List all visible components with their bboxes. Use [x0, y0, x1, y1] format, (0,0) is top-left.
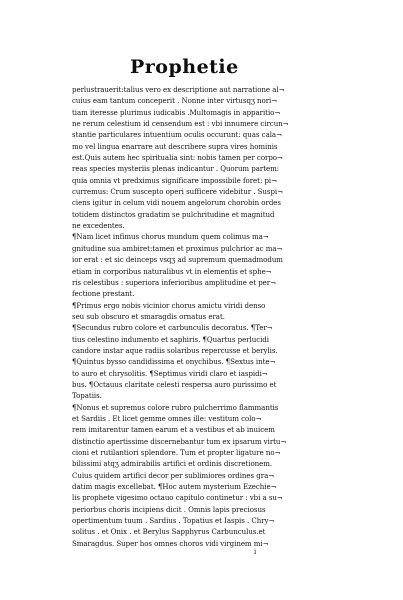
- text-line: et Sardiis . Et licet gemme omnes ille: vestitum colo¬: [72, 413, 262, 423]
- text-line: totidem distinctos gradatim se pulchritudine et magnitud: [72, 209, 275, 219]
- text-line: opertimentum tuum . Sardius . Topatius et Iaspis . Chry¬: [72, 516, 275, 526]
- text-line: seu sub obscuro et smaragdis ornatus erat.: [72, 311, 225, 321]
- text-line: ris celestibus : superiora inferioribus amplitudine et per¬: [72, 277, 276, 287]
- text-line: candore instar aque radiis solaribus repercusse et berylis.: [72, 345, 278, 355]
- signature-mark: i: [254, 548, 257, 556]
- text-line: Smaragdus. Super hos omnes choros vidi virginem mi¬: [72, 538, 269, 548]
- text-line: tius celestino indumento et saphiris. ¶Quartus perlucidi: [72, 334, 269, 344]
- text-line: ciens igitur in celum vidi nouem angelorum chorobin ordes: [72, 198, 281, 208]
- text-line: quia omnia vt predximus significare impossibile foret: pi¬: [72, 175, 277, 185]
- text-line: ne excedentes.: [72, 221, 125, 231]
- text-line: tiam iteresse plurimus iudicabis .Multomagis in apparitio¬: [72, 107, 281, 117]
- text-line: mo vel lingua enarrare aut describere supra vires hominis: [72, 141, 278, 151]
- text-line: ¶Secundus rubro colore et carbunculis decoratus. ¶Ter¬: [72, 323, 273, 333]
- text-line: cuius eam tantum conceperit . Nonne inter virtusqʒ nori¬: [72, 96, 278, 106]
- text-line: distinctio apertissime discernebantur tum ex ipsarum virtu¬: [72, 436, 287, 446]
- text-line: bus. ¶Octauus claritate celesti respersa auro purissimo et: [72, 379, 277, 389]
- text-line: ¶Quintus bysso candidissima et onychibus. ¶Sextus inte¬: [72, 357, 276, 367]
- text-line: bilissimi atqʒ admirabilis artifici et ordinis discretionem.: [72, 459, 273, 469]
- text-line: gnitudine sua ambiret:tamen et proximus pulchrior ac ma¬: [72, 243, 283, 253]
- text-line: curremus: Crum suscepto operi sufficere videbitur . Suspi¬: [72, 187, 283, 197]
- text-line: ¶Nonus et supremus colore rubro pulcherrimo flammantis: [72, 402, 279, 412]
- text-line: periorbus choris incipiens dicit . Omnis lapis preciosus: [72, 504, 266, 514]
- text-line: Cuius quidem artifici decor per sublimiores ordines gra¬: [72, 470, 275, 480]
- text-line: Topatiis.: [72, 391, 102, 401]
- text-line: reas species mysteriis plenas indicantur . Quorum partem:: [72, 164, 280, 174]
- text-line: lis prophete vigesimo octauo capitulo continetur : vbi a su¬: [72, 493, 283, 503]
- text-line: ne rerum celestium id censendum est : vbi innumere circun¬: [72, 119, 289, 129]
- text-line: etiam in corporibus naturalibus vt in elementis et sphe¬: [72, 266, 272, 276]
- text-line: ior erat : et sic deinceps vsqʒ ad supremum quemadmodum: [72, 255, 283, 265]
- text-line: solitus . et Onix . et Berylus Sapphyrus Carbunculus.et: [72, 527, 266, 537]
- text-line: rem imitarentur tamen earum et a vestibus et ab inuicem: [72, 425, 275, 435]
- text-line: ¶Primus ergo nobis vicinior chorus amictu viridi denso: [72, 300, 266, 310]
- text-line: datim magis excellebat. ¶Hoc autem mysterium Ezechie¬: [72, 482, 277, 492]
- text-line: fectione prestant.: [72, 289, 135, 299]
- text-line: ¶Nam licet infimus chorus mundum quem colimus ma¬: [72, 232, 269, 242]
- text-line: stantie particulares intuentium oculis occurunt: quas cala¬: [72, 130, 282, 140]
- text-line: perlustrauerit:talius vero ex descriptione aut narratione al¬: [72, 85, 285, 94]
- text-block: [72, 84, 356, 549]
- running-head: Prophetie: [130, 56, 239, 78]
- text-line: est.Quis autem hec spiritualia sint: nobis tamen per corpo¬: [72, 153, 283, 163]
- text-line: to auro et chrysolitis. ¶Septimus viridi claro et iaspidi¬: [72, 368, 268, 378]
- text-line: cioni et rutilantiori splendore. Tum et propter ligature no¬: [72, 448, 281, 457]
